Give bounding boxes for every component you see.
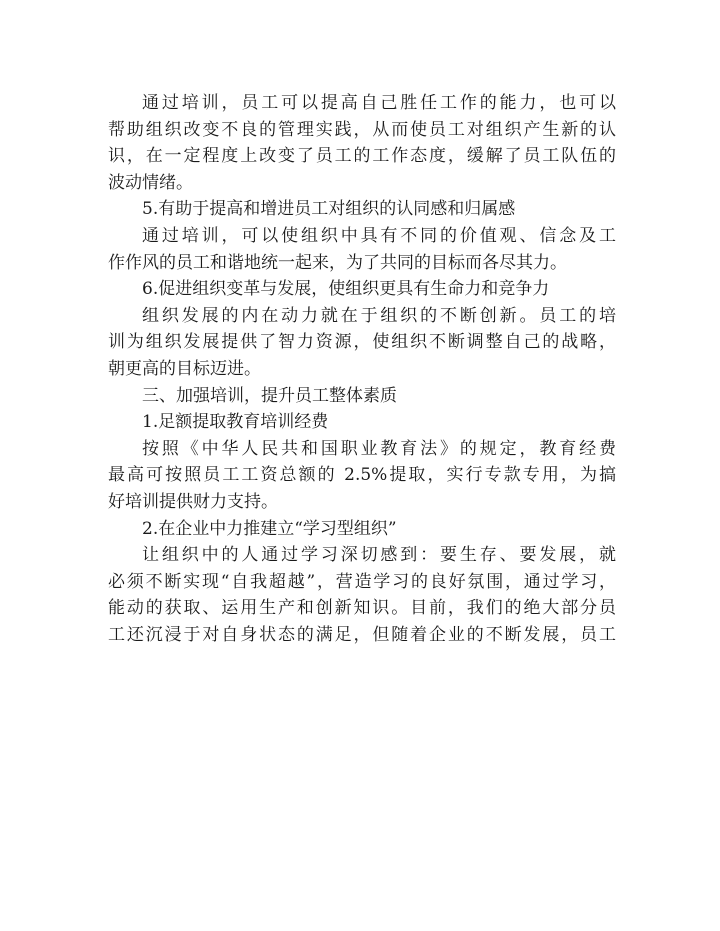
text-line: 帮助组织改变不良的管理实践，从而使员工对组织产生新的认 bbox=[108, 119, 616, 140]
text-line: 6.促进组织变革与发展，使组织更具有生命力和竞争力 bbox=[142, 279, 550, 300]
text-line: 好培训提供财力支持。 bbox=[108, 491, 278, 512]
text-line: 最高可按照员工工资总额的 2.5%提取，实行专款专用，为搞 bbox=[108, 465, 616, 486]
text-line: 1.足额提取教育培训经费 bbox=[142, 412, 329, 433]
text-line: 能动的获取、运用生产和创新知识。目前，我们的绝大部分员 bbox=[108, 598, 616, 619]
text-line: 按照《中华人民共和国职业教育法》的规定，教育经费 bbox=[142, 438, 616, 459]
text-line: 通过培训，可以使组织中具有不同的价值观、信念及工 bbox=[142, 225, 616, 246]
text-line: 工还沉浸于对自身状态的满足，但随着企业的不断发展，员工 bbox=[108, 624, 616, 645]
text-line: 必须不断实现“自我超越”，营造学习的良好氛围，通过学习， bbox=[108, 571, 616, 592]
text-line: 训为组织发展提供了智力资源，使组织不断调整自己的战略， bbox=[108, 332, 616, 353]
text-line: 2.在企业中力推建立“学习型组织” bbox=[142, 518, 397, 539]
text-line: 通过培训，员工可以提高自己胜任工作的能力，也可以 bbox=[142, 93, 616, 113]
document-page bbox=[108, 90, 616, 648]
text-line: 朝更高的目标迈进。 bbox=[108, 358, 261, 379]
text-line: 作作风的员工和谐地统一起来，为了共同的目标而各尽其力。 bbox=[108, 252, 567, 273]
text-line: 三、加强培训，提升员工整体素质 bbox=[142, 385, 397, 406]
text-line: 让组织中的人通过学习深切感到：要生存、要发展，就 bbox=[142, 545, 616, 566]
text-line: 识，在一定程度上改变了员工的工作态度，缓解了员工队伍的 bbox=[108, 146, 616, 167]
text-line: 波动情绪。 bbox=[108, 172, 193, 193]
text-line: 组织发展的内在动力就在于组织的不断创新。员工的培 bbox=[142, 305, 616, 326]
text-line: 5.有助于提高和增进员工对组织的认同感和归属感 bbox=[142, 199, 516, 220]
